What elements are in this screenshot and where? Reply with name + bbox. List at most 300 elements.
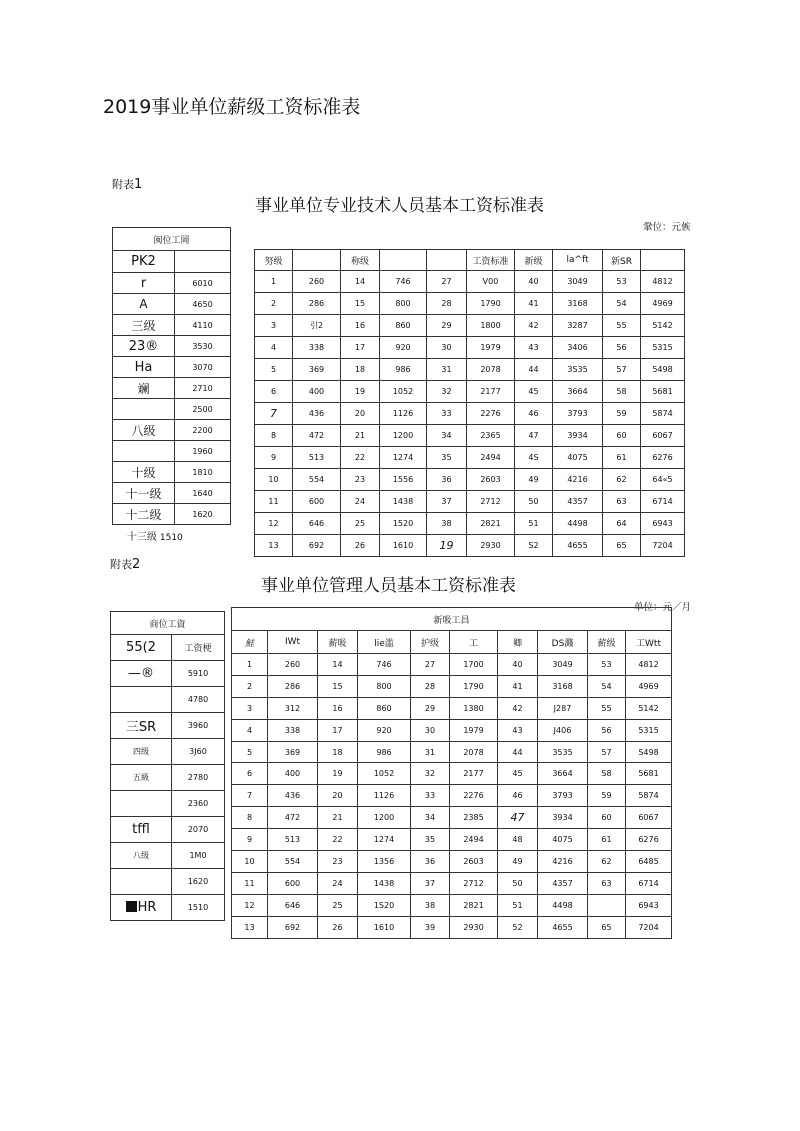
table-row: [113, 378, 231, 399]
table-cell: 4075: [538, 829, 588, 851]
table-cell: 62: [588, 851, 626, 873]
table-cell: 47: [515, 425, 553, 447]
table-cell: 10: [255, 469, 293, 491]
table-row: [113, 273, 231, 294]
table-cell: 5315: [626, 719, 672, 741]
table-cell: 260: [268, 654, 318, 676]
table-cell: 13: [255, 535, 293, 557]
table-cell: 4969: [641, 293, 685, 315]
table-cell: 55: [588, 697, 626, 719]
column-header: 努级: [255, 250, 293, 271]
table-cell: 2: [255, 293, 293, 315]
table-cell: 5142: [626, 697, 672, 719]
table-cell: 9: [232, 829, 268, 851]
table-cell: 35: [427, 447, 467, 469]
position-label: [111, 791, 172, 817]
table-row: [113, 483, 231, 504]
table-cell: 20: [318, 785, 358, 807]
table-row: [232, 675, 672, 697]
table-cell: 62: [603, 469, 641, 491]
position-label: 23®: [113, 336, 175, 357]
table-cell: 260: [293, 271, 341, 293]
table-cell: 4498: [538, 894, 588, 916]
table-row: [113, 315, 231, 336]
table-cell: 1274: [358, 829, 411, 851]
table-cell: 57: [603, 359, 641, 381]
table-cell: 49: [498, 851, 538, 873]
table-cell: 54: [588, 675, 626, 697]
column-header: [427, 250, 467, 271]
table-cell: 56: [603, 337, 641, 359]
table2-left-subheader-b: 工资梗: [172, 635, 225, 661]
position-label: 八级: [113, 420, 175, 441]
table-cell: 7: [232, 785, 268, 807]
position-salary: 5910: [172, 661, 225, 687]
table-cell: 2276: [467, 403, 515, 425]
table-cell: 920: [380, 337, 427, 359]
table-cell: 19: [427, 535, 467, 557]
table-cell: 286: [268, 675, 318, 697]
table-cell: 5142: [641, 315, 685, 337]
position-label: 十一级: [113, 483, 175, 504]
attachment-prefix: 附表: [112, 178, 134, 191]
table-cell: 3934: [553, 425, 603, 447]
table-cell: 55: [603, 315, 641, 337]
table-cell: 44: [515, 359, 553, 381]
table-cell: 369: [293, 359, 341, 381]
table-row: [232, 763, 672, 785]
position-label: 十级: [113, 462, 175, 483]
table-cell: 2712: [450, 872, 498, 894]
table-cell: 57: [588, 741, 626, 763]
table-row: [255, 425, 685, 447]
table-row: [255, 403, 685, 425]
column-header: 新SR: [603, 250, 641, 271]
table-cell: 2365: [467, 425, 515, 447]
table-cell: 11: [255, 491, 293, 513]
position-label-text: HR: [137, 900, 157, 915]
position-salary: 1810: [175, 462, 231, 483]
position-salary: 2500: [175, 399, 231, 420]
table-cell: 6943: [641, 513, 685, 535]
table-cell: 369: [268, 741, 318, 763]
table-cell: 3: [255, 315, 293, 337]
table-cell: 1438: [358, 872, 411, 894]
table-cell: 1700: [450, 654, 498, 676]
table-cell: 4216: [538, 851, 588, 873]
position-label: 十二级: [113, 504, 175, 525]
table-row: [111, 843, 225, 869]
column-header: 工Wtt: [626, 631, 672, 654]
table-cell: 3793: [538, 785, 588, 807]
table-cell: 1610: [358, 916, 411, 938]
table-row: [111, 687, 225, 713]
table-cell: 4: [232, 719, 268, 741]
position-salary: [175, 251, 231, 273]
table-cell: 3168: [538, 675, 588, 697]
table-cell: 38: [427, 513, 467, 535]
table2-salary-table: [231, 607, 672, 939]
table1-salary-table: [254, 249, 685, 557]
position-label-text: tffl: [132, 822, 150, 837]
table-cell: 58: [603, 381, 641, 403]
table2-left-header: 商位工資: [111, 612, 225, 635]
table-cell: 12: [255, 513, 293, 535]
table-cell: 23: [318, 851, 358, 873]
table-cell: 312: [268, 697, 318, 719]
column-header: [641, 250, 685, 271]
table-cell: 49: [515, 469, 553, 491]
attachment-number: 1: [134, 177, 143, 192]
table-cell: 27: [427, 271, 467, 293]
table-cell: 20: [341, 403, 380, 425]
table-row: [255, 337, 685, 359]
table-cell: 1274: [380, 447, 427, 469]
table-cell: 4216: [553, 469, 603, 491]
table-cell: 29: [427, 315, 467, 337]
table-cell: 3049: [553, 271, 603, 293]
position-salary: 4110: [175, 315, 231, 336]
table-cell: 7: [255, 403, 293, 425]
position-label: [113, 399, 175, 420]
table-cell: 646: [293, 513, 341, 535]
table-header-row: [255, 250, 685, 271]
table-row: [113, 441, 231, 462]
position-label: A: [113, 294, 175, 315]
column-header: DS濺: [538, 631, 588, 654]
position-salary: 1960: [175, 441, 231, 462]
table-row: [232, 872, 672, 894]
table-cell: 436: [268, 785, 318, 807]
table-cell: 31: [427, 359, 467, 381]
table-cell: 45: [515, 381, 553, 403]
table-cell: 286: [293, 293, 341, 315]
table-cell: 1: [232, 654, 268, 676]
table-cell: 46: [515, 403, 553, 425]
table-cell: 37: [427, 491, 467, 513]
table-row: [255, 469, 685, 491]
table-cell: 43: [515, 337, 553, 359]
column-header: 卿: [498, 631, 538, 654]
table-cell: 6943: [626, 894, 672, 916]
table-row: [113, 294, 231, 315]
table-row: [232, 719, 672, 741]
table-row: [113, 336, 231, 357]
attachment-number: 2: [132, 557, 141, 572]
table-cell: 60: [603, 425, 641, 447]
table-cell: 6067: [626, 807, 672, 829]
table-cell: 28: [427, 293, 467, 315]
table-cell: 23: [341, 469, 380, 491]
table-cell: 40: [515, 271, 553, 293]
column-header: [380, 250, 427, 271]
table-cell: 1052: [380, 381, 427, 403]
table-cell: 36: [427, 469, 467, 491]
table-cell: 25: [341, 513, 380, 535]
position-salary: 2360: [172, 791, 225, 817]
position-label-text: 四级: [133, 747, 149, 756]
table-row: [255, 491, 685, 513]
table-cell: 746: [358, 654, 411, 676]
position-salary: 4780: [172, 687, 225, 713]
table-cell: 513: [268, 829, 318, 851]
table-cell: 860: [358, 697, 411, 719]
position-salary: 2710: [175, 378, 231, 399]
position-salary: 2780: [172, 765, 225, 791]
column-header: 工: [450, 631, 498, 654]
table-cell: 42: [498, 697, 538, 719]
table-cell: 472: [268, 807, 318, 829]
table-cell: 64«5: [641, 469, 685, 491]
table-cell: 692: [268, 916, 318, 938]
column-header: 工资标准: [467, 250, 515, 271]
table-cell: 4357: [538, 872, 588, 894]
table-cell: 3S35: [553, 359, 603, 381]
table-cell: 4812: [626, 654, 672, 676]
position-label: [111, 869, 172, 895]
column-header: la^ft: [553, 250, 603, 271]
table-cell: 400: [268, 763, 318, 785]
table-cell: 338: [293, 337, 341, 359]
table-cell: 18: [341, 359, 380, 381]
table-cell: 16: [341, 315, 380, 337]
table-cell: 554: [268, 851, 318, 873]
position-label: Ha: [113, 357, 175, 378]
table-cell: 5874: [641, 403, 685, 425]
table-cell: 39: [411, 916, 450, 938]
table-cell: 24: [341, 491, 380, 513]
table-row: [255, 293, 685, 315]
table-cell: 61: [603, 447, 641, 469]
table-cell: 3664: [553, 381, 603, 403]
table-cell: 26: [341, 535, 380, 557]
table-cell: 56: [588, 719, 626, 741]
table-cell: 8: [255, 425, 293, 447]
table-row: [111, 817, 225, 843]
table-cell: S498: [626, 741, 672, 763]
table-cell: 63: [603, 491, 641, 513]
table-row: [113, 462, 231, 483]
extra-row-value: 1510: [159, 533, 183, 543]
table-cell: 4075: [553, 447, 603, 469]
table-cell: 400: [293, 381, 341, 403]
column-header: 护级: [411, 631, 450, 654]
table-cell: 2712: [467, 491, 515, 513]
table-cell: 1556: [380, 469, 427, 491]
table-row: [111, 869, 225, 895]
column-header: 称级: [341, 250, 380, 271]
black-square-mark: [126, 901, 137, 912]
position-salary: 1620: [175, 504, 231, 525]
column-header: 薪吸: [318, 631, 358, 654]
table2-left-subheader-a: 55(2: [111, 635, 172, 661]
table-cell: 45: [498, 763, 538, 785]
table-cell: 3406: [553, 337, 603, 359]
table1-extra-row: [127, 528, 183, 543]
table-cell: 15: [341, 293, 380, 315]
table-cell: 19: [318, 763, 358, 785]
table-cell: 600: [293, 491, 341, 513]
table-cell: 46: [498, 785, 538, 807]
table-cell: J287: [538, 697, 588, 719]
table-cell: 5681: [626, 763, 672, 785]
table-cell: 4498: [553, 513, 603, 535]
table-cell: 6276: [641, 447, 685, 469]
table-row: [111, 739, 225, 765]
table-cell: 11: [232, 872, 268, 894]
table-cell: 60: [588, 807, 626, 829]
position-label: PK2: [113, 251, 175, 273]
position-label-text: 八级: [133, 851, 149, 860]
table-cell: 4655: [553, 535, 603, 557]
table-cell: 2078: [450, 741, 498, 763]
position-salary: 1M0: [172, 843, 225, 869]
position-label: [111, 713, 172, 739]
table-cell: 5315: [641, 337, 685, 359]
table-cell: 746: [380, 271, 427, 293]
table-cell: 34: [427, 425, 467, 447]
table-cell: 65: [603, 535, 641, 557]
table-cell: 33: [411, 785, 450, 807]
table-cell: 6067: [641, 425, 685, 447]
position-salary: 4650: [175, 294, 231, 315]
table2-heading: 事业单位管理人员基本工资标准表: [261, 576, 516, 596]
table-row: [232, 829, 672, 851]
table-cell: 1126: [358, 785, 411, 807]
table-cell: 61: [588, 829, 626, 851]
table-cell: 8: [232, 807, 268, 829]
table-cell: 27: [411, 654, 450, 676]
table-cell: 2276: [450, 785, 498, 807]
table2-position-table: [110, 611, 225, 921]
table-cell: 3664: [538, 763, 588, 785]
position-salary: 6010: [175, 273, 231, 294]
table-cell: 1380: [450, 697, 498, 719]
table-cell: 30: [427, 337, 467, 359]
table1-unit: 鞏位：元㑵: [643, 222, 691, 233]
table-cell: 37: [411, 872, 450, 894]
table-cell: 338: [268, 719, 318, 741]
position-salary: 2200: [175, 420, 231, 441]
table-cell: 36: [411, 851, 450, 873]
position-label-text: —®: [128, 666, 154, 681]
table-cell: 4357: [553, 491, 603, 513]
attachment-label-1: [112, 176, 142, 192]
table-cell: 53: [588, 654, 626, 676]
table-cell: 21: [341, 425, 380, 447]
table-cell: 6: [255, 381, 293, 403]
table-cell: 2177: [467, 381, 515, 403]
table-row: [111, 713, 225, 739]
table-cell: 2078: [467, 359, 515, 381]
table-cell: 4812: [641, 271, 685, 293]
table-cell: 1800: [467, 315, 515, 337]
table-cell: 38: [411, 894, 450, 916]
position-label: [111, 661, 172, 687]
table-cell: 59: [603, 403, 641, 425]
table-cell: 1356: [358, 851, 411, 873]
table-cell: 5: [255, 359, 293, 381]
table-cell: 1979: [450, 719, 498, 741]
table-cell: 6: [232, 763, 268, 785]
table-cell: 53: [603, 271, 641, 293]
table-cell: 41: [498, 675, 538, 697]
table-cell: 引2: [293, 315, 341, 337]
table-cell: 10: [232, 851, 268, 873]
table-cell: 920: [358, 719, 411, 741]
table-cell: 2177: [450, 763, 498, 785]
table-row: [111, 895, 225, 921]
table-cell: 1790: [467, 293, 515, 315]
table-cell: 7204: [626, 916, 672, 938]
table-cell: 22: [341, 447, 380, 469]
attachment-prefix: 附表: [110, 558, 132, 571]
table-cell: 47: [498, 807, 538, 829]
table1-left-header: 闽位工岡: [113, 228, 231, 251]
position-salary: 3J60: [172, 739, 225, 765]
table-cell: V00: [467, 271, 515, 293]
table1-heading: 事业单位专业技术人员基本工资标准表: [255, 196, 544, 216]
position-label-text: 三SR: [125, 720, 157, 735]
position-salary: 3530: [175, 336, 231, 357]
table-cell: 5874: [626, 785, 672, 807]
table-cell: 26: [318, 916, 358, 938]
table-row: [111, 791, 225, 817]
table-cell: 3049: [538, 654, 588, 676]
table-cell: 52: [498, 916, 538, 938]
table-cell: 6276: [626, 829, 672, 851]
table-cell: 800: [358, 675, 411, 697]
table-row: [255, 381, 685, 403]
extra-row-label: 十三级: [127, 532, 157, 543]
table-row: [111, 661, 225, 687]
table-cell: 19: [341, 381, 380, 403]
table-cell: 12: [232, 894, 268, 916]
position-label: 三级: [113, 315, 175, 336]
column-header: IWt: [268, 631, 318, 654]
position-label: [113, 441, 175, 462]
table-cell: 59: [588, 785, 626, 807]
table-cell: 800: [380, 293, 427, 315]
table-cell: 25: [318, 894, 358, 916]
position-label: r: [113, 273, 175, 294]
table-cell: 2385: [450, 807, 498, 829]
table-row: [113, 504, 231, 525]
table-cell: 2494: [450, 829, 498, 851]
table-cell: 3934: [538, 807, 588, 829]
table-cell: 646: [268, 894, 318, 916]
table-row: [113, 420, 231, 441]
position-label-text: 五級: [133, 773, 149, 782]
table-cell: 1979: [467, 337, 515, 359]
table-cell: 3168: [553, 293, 603, 315]
table-row: [232, 654, 672, 676]
table-row: [232, 785, 672, 807]
table-cell: 1610: [380, 535, 427, 557]
position-salary: 3960: [172, 713, 225, 739]
table-cell: 4969: [626, 675, 672, 697]
table-cell: 32: [427, 381, 467, 403]
table-cell: 472: [293, 425, 341, 447]
table-cell: 986: [358, 741, 411, 763]
table-cell: 9: [255, 447, 293, 469]
table-row: [111, 765, 225, 791]
table-cell: S2: [515, 535, 553, 557]
position-salary: 1640: [175, 483, 231, 504]
table-cell: 16: [318, 697, 358, 719]
table-cell: 29: [411, 697, 450, 719]
table-cell: 32: [411, 763, 450, 785]
